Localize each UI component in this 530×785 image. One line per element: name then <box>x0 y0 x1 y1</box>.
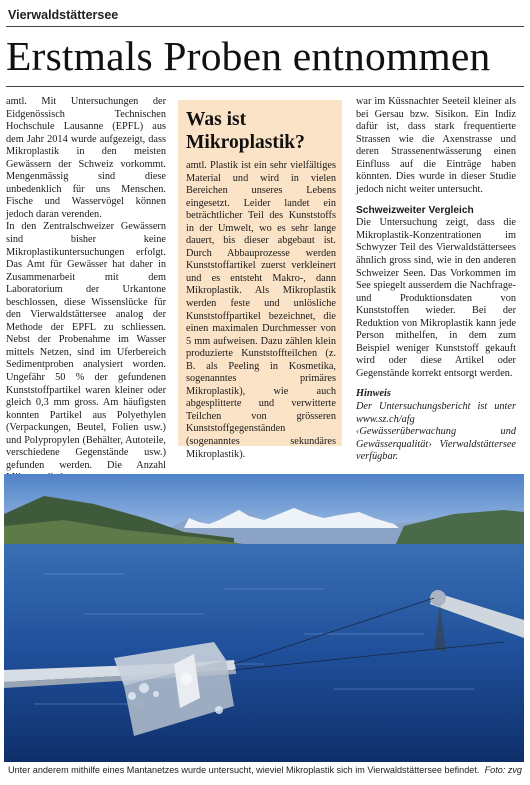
info-box-title: Was ist Mikroplastik? <box>186 109 305 153</box>
info-box <box>178 100 342 460</box>
lake-photo-illustration <box>4 474 524 762</box>
headline-rule <box>6 86 524 87</box>
lake-photo <box>4 474 524 762</box>
headline: Erstmals Proben entnommen <box>6 33 491 79</box>
caption-text: Unter anderem mithilfe eines Mantanetzes wurde untersucht, wieviel Mikroplastik sich im Vierwaldstättersee befindet. <box>8 765 480 775</box>
column-3 <box>356 96 516 464</box>
column-1 <box>6 96 166 485</box>
photo-caption <box>8 765 522 775</box>
section-label: Vierwaldstättersee <box>8 8 119 22</box>
top-rule <box>6 26 524 27</box>
photo-credit: Foto: zvg <box>484 765 522 775</box>
column-1-paragraph-1: amtl. Mit Untersuchungen der Eidgenössisch Technischen Hochschule Lausanne (EPFL) aus dem Jahr 2014 wurde aufgezeigt, dass Mikroplastik in den meisten Gewässern der Schweiz vorkommt. Mengenmässig sind diese unbedenklich für uns Menschen. Fische und Wasservögel können jedoch daran verenden. <box>6 96 166 220</box>
column-1-paragraph-2: In den Zentralschweizer Gewässern sind bisher keine Mikroplastikuntersuchungen erfolgt. Das Amt für Gewässer hat daher in Zusammenarbeit mit dem Laboratorium der Urkantone beschlossen, diese Wissenslücke für den Vierwaldstättersee analog der Methode der EPFL zu schliessen. Nebst der Probenahme im Wasser mittels Netzen, sind im Uferbereich Sedimentproben analysiert worden. Ungefähr 50 % der gefundenen Kunststoffpartikel waren kleiner oder gleich 0,3 mm gross. Am häufigsten konnten Partikel aus Polyethylen (Verpackungen, Beutel, Folien usw.) und Polypropylen (Behälter, Autoteile, verschiedene Gegenstände usw.) gefunden werden. Die Anzahl <box>6 221 166 471</box>
column-3-paragraph-1: war im Küssnachter Seeteil kleiner als bei Gersau bzw. Sisikon. Ein Indiz dafür ist, dass stark frequentierte Strassen wie die Axenstrasse und deren Strassenentwässerung einen Einfluss auf die Einträge haben könnten. Dies wurde in dieser Studie jedoch nicht weiter untersucht. <box>356 96 516 195</box>
note-text: Der Untersuchungsbericht ist unter www.sz.ch/afg ‹Gewässerüberwachung und Gewässerqualität› Vierwaldstättersee verfügbar. <box>356 401 516 463</box>
subheading-comparison: Schweizweiter Vergleich <box>356 205 474 217</box>
column-3-paragraph-2: Die Untersuchung zeigt, dass die Mikroplastik-Konzentrationen im Schwyzer Teil des Vierwaldstättersees ähnlich gross sind, wie in den anderen Schweizer Seen. Das Vorkommen im See spiegelt ausserdem die Nachfrage- und Produktionsdaten von Kunststoffen wieder. Bei der Reduktion von Mikroplastik kann jede Person mithelfen, in dem zum Beispiel weniger Kunststoff gekauft wird oder diese Artikel oder Gegenstände korrekt entsorgt werden. <box>356 217 516 379</box>
note-title: Hinweis <box>356 388 391 400</box>
info-box-text: amtl. Plastik ist ein sehr vielfältiges Material und wird in vielen Bereichen unseres Lebens eingesetzt. Leider landet ein beträchtlicher Teil des Kunststoffs in der Umwelt, wo es sehr lange dauert, bis dieser abgebaut ist. Durch Abbauprozesse werden Kunststoffartikel zuerst verkleinert und es entsteht Makro-, dann Mikroplastik. Als Mikroplastik werden feste und unlösliche Kunststoffpartikel bezeichnet, die einen maximalen Durchmesser von 5 mm aufweisen. Dazu zählen klein produzierte Kunststoffteilchen (z. B. als Peeling in Kosmetika, sogenanntes primäres Mikroplastik), wie auch abgesplitterte und verwitterte Teilchen von grösseren Kunststoffgegenständen (sogenanntes sekundäres Mikroplastik). <box>186 160 336 460</box>
